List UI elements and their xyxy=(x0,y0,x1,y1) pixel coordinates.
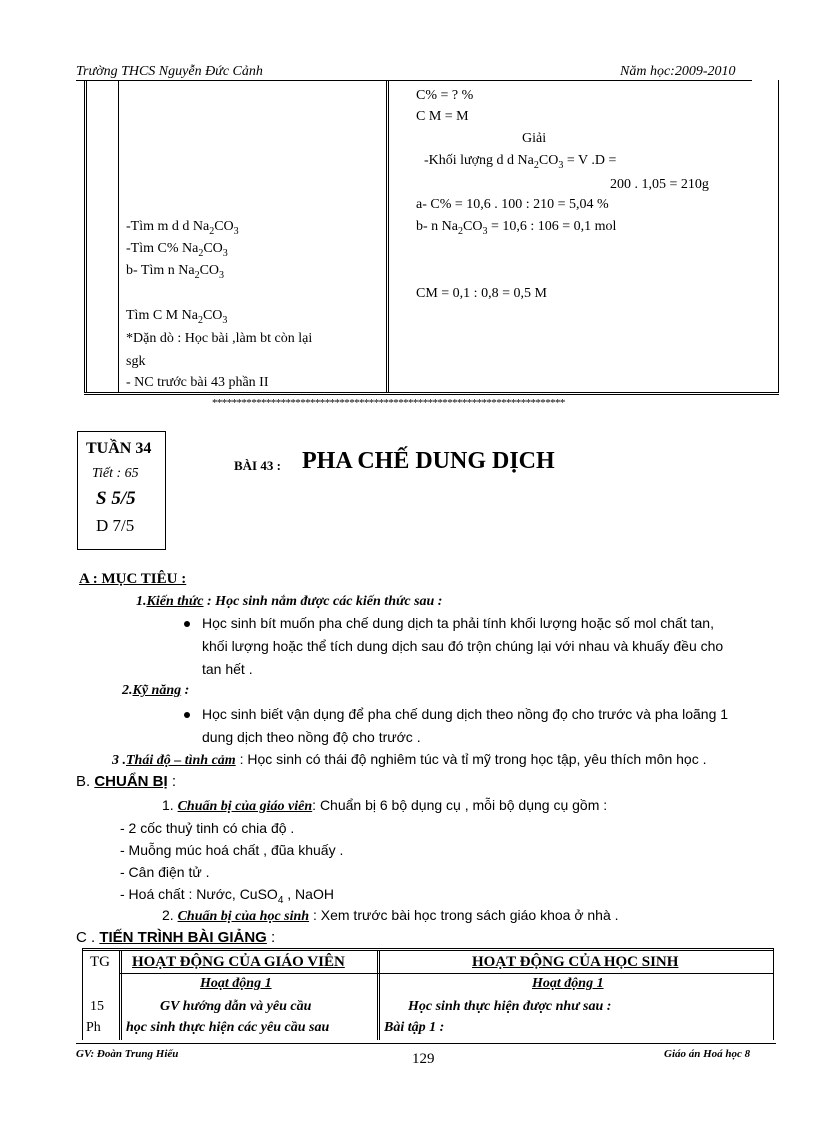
period-label: Tiết : 65 xyxy=(92,466,139,481)
given-cm: C M = M xyxy=(416,109,469,124)
subject-label: Giáo án Hoá học 8 xyxy=(664,1048,751,1060)
section-a-heading: A : MỤC TIÊU : xyxy=(79,571,187,587)
week-box xyxy=(77,431,166,550)
answer-a: a- C% = 10,6 . 100 : 210 = 5,04 % xyxy=(416,197,609,212)
student-activity-label: Hoạt động 1 xyxy=(532,976,604,991)
col-header-teacher: HOẠT ĐỘNG CỦA GIÁO VIÊN xyxy=(132,954,345,970)
header-rule xyxy=(76,80,752,81)
attitude-line: 3 .Thái độ – tình cảm : Học sinh có thái độ nghiêm túc và tỉ mỹ trong học tập, yêu thích môn học . xyxy=(112,751,707,768)
given-c-percent: C% = ? % xyxy=(416,88,474,103)
mass-line: -Khối lượng d d $Na_2CO_3 = V$ .D = xyxy=(424,153,617,171)
teacher-prep-line: 1. Chuẩn bị của giáo viên: Chuẩn bị 6 bộ dụng cụ , mỗi bộ dụng cụ gồm : xyxy=(162,797,608,814)
section-c-heading: C . TIẾN TRÌNH BÀI GIẢNG : xyxy=(76,929,276,946)
student-task-2: Bài tập 1 : xyxy=(384,1020,445,1035)
prep-item-3: - Cân điện tử . xyxy=(120,864,210,880)
teacher-activity-label: Hoạt động 1 xyxy=(200,976,272,991)
school-year: Năm học:2009-2010 xyxy=(620,64,736,79)
skills-heading: 2.Kỹ năng : xyxy=(122,683,190,698)
school-name: Trường THCS Nguyễn Đức Cảnh xyxy=(76,64,263,79)
find-mass-line: -Tìm m d d $Na_2CO_3$ xyxy=(126,219,239,237)
lesson-title: PHA CHẾ DUNG DỊCH xyxy=(302,448,555,474)
time-15: 15 xyxy=(90,999,104,1014)
s-date: S 5/5 xyxy=(96,488,136,509)
skills-bullet-line-1: Học sinh biết vận dụng để pha chế dung dịch theo nồng đọ cho trước và pha loãng 1 xyxy=(202,706,729,722)
prep-item-2: - Muỗng múc hoá chất , đũa khuấy . xyxy=(120,842,344,858)
col-header-student: HOẠT ĐỘNG CỦA HỌC SINH xyxy=(472,954,679,970)
time-ph: Ph xyxy=(86,1020,101,1035)
teacher-instruction-1: GV hướng dẫn và yêu cầu xyxy=(160,999,312,1014)
section-b-heading: B. CHUẨN BỊ : xyxy=(76,773,177,790)
find-c-percent-line: -Tìm C% $Na_2CO_3$ xyxy=(126,241,228,259)
knowledge-heading: 1.Kiến thức : Học sinh nắm được các kiến thức sau : xyxy=(136,594,443,609)
homework-line-1: *Dặn dò : Học bài ,làm bt còn lại xyxy=(126,331,313,346)
knowledge-bullet-line-3: tan hết . xyxy=(202,661,253,677)
page-number: 129 xyxy=(412,1051,435,1067)
skills-bullet-line-2: dung dịch theo nồng độ cho trước . xyxy=(202,729,421,745)
bullet-icon xyxy=(184,621,190,627)
answer-cm: CM = 0,1 : 0,8 = 0,5 M xyxy=(416,286,547,301)
star-divider: ************************************************************************ xyxy=(212,397,565,409)
homework-line-3: - NC trước bài 43 phần II xyxy=(126,375,269,390)
teacher-instruction-2: học sinh thực hiện các yêu cầu sau xyxy=(126,1020,330,1035)
student-task-1: Học sinh thực hiện được như sau : xyxy=(408,999,612,1014)
prep-item-1: - 2 cốc thuỷ tinh có chia độ . xyxy=(120,820,295,836)
col-header-time: TG xyxy=(90,954,110,970)
teacher-name: GV: Đoàn Trung Hiếu xyxy=(76,1048,179,1060)
find-cm-line: Tìm C M $Na_2CO_3$ xyxy=(126,308,228,326)
lesson-number: BÀI 43 : xyxy=(234,458,281,473)
student-prep-line: 2. Chuẩn bị của học sinh : Xem trước bài học trong sách giáo khoa ở nhà . xyxy=(162,907,619,924)
answer-b: b- n $Na_2CO_3 = 10,6$ : 106 = 0,1 mol xyxy=(416,219,617,237)
find-moles-line: b- Tìm n $Na_2CO_3$ xyxy=(126,263,225,281)
knowledge-bullet-line-2: khối lượng hoặc thể tích dung dịch sau đó trộn chúng lại với nhau và khuấy đều cho xyxy=(202,638,724,654)
bullet-icon xyxy=(184,712,190,718)
prep-item-4: - Hoá chất : Nước, CuSO$_4$ , NaOH xyxy=(120,886,334,906)
knowledge-bullet-line-1: Học sinh bít muốn pha chế dung dịch ta phải tính khối lượng hoặc số mol chất tan, xyxy=(202,615,714,631)
d-date: D 7/5 xyxy=(96,516,135,535)
week-label: TUẦN 34 xyxy=(86,440,152,457)
homework-line-2: sgk xyxy=(126,354,146,369)
mass-value: 200 . 1,05 = 210g xyxy=(610,177,709,192)
solution-heading: Giải xyxy=(522,131,547,146)
footer-rule xyxy=(76,1043,776,1044)
